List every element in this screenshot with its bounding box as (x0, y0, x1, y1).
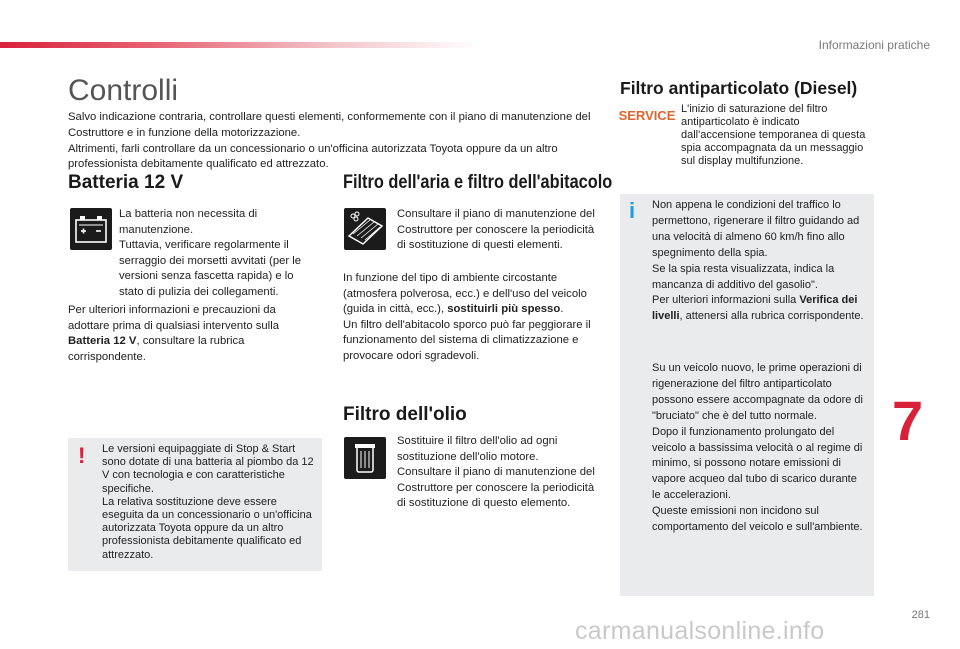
battery-more-text-end: , consultare la rubrica corrispondente. (68, 335, 245, 363)
page-number: 281 (911, 609, 930, 621)
info-paragraph: Dopo il funzionamento prolungato del veicolo a bassissima velocità o al regime di minimo, si possono notare emissioni di vapore acqueo dal tubo di scarico durante le accelerazioni. (652, 425, 863, 502)
intro-text (68, 110, 603, 173)
battery-text-1: La batteria non necessita di manutenzione. (119, 208, 258, 236)
air-filter-text: Consultare il piano di manutenzione del Costruttore per conoscere la periodicità di sostituzione di questi elementi. (397, 208, 595, 252)
intro-paragraph: Salvo indicazione contraria, controllare questi elementi, conformemente con il piano di manutenzione del Costruttore e in funzione della motorizzazione. (68, 111, 591, 139)
oil-filter-text (397, 434, 597, 512)
info-icon: i (629, 198, 636, 223)
battery-text (119, 207, 319, 301)
battery-more-info (68, 303, 313, 365)
info-text (652, 198, 866, 325)
battery-heading: Batteria 12 V (68, 172, 184, 193)
section-title: Informazioni pratiche (818, 38, 930, 52)
air-filter-more (343, 271, 593, 365)
air-filter-heading: Filtro dell'aria e filtro dell'abitacolo (343, 172, 613, 193)
air-filter-more-2: Un filtro dell'abitacolo sporco può far peggiorare il funzionamento del sistema di climatizzazione e provocare odori sgradevoli. (343, 318, 591, 362)
info-paragraph: Su un veicolo nuovo, le prime operazioni di rigenerazione del filtro antiparticolato possono essere accompagnate da odore di "bruciato" che è del tutto normale. (652, 362, 863, 422)
service-label: SERVICE (618, 108, 676, 123)
air-filter-icon (344, 208, 386, 250)
air-filter-emphasis: sostituirli più spesso (447, 303, 561, 316)
intro-paragraph: Altrimenti, farli controllare da un concessionario o un'officina autorizzata Toyota oppure da un altro professionista debitamente qualificato ed attrezzato. (68, 142, 558, 171)
battery-text-2: Tuttavia, verificare regolarmente il serraggio dei morsetti avvitati (per le versioni senza fascetta rapida) e lo stato di pulizia dei collegamenti. (119, 239, 302, 298)
chapter-number: 7 (892, 389, 924, 452)
info-ref-text-end: , attenersi alla rubrica corrispondente. (679, 310, 864, 323)
info-paragraph (652, 293, 866, 325)
oil-filter-heading: Filtro dell'olio (343, 404, 467, 425)
info-text-secondary (652, 361, 866, 536)
page-title: Controlli (68, 74, 179, 107)
air-filter-more-1 (343, 271, 593, 318)
info-paragraph: Se la spia resta visualizzata, indica la mancanza di additivo del gasolio". (652, 262, 835, 291)
warning-icon: ! (78, 443, 86, 468)
oil-filter-text-2: Consultare il piano di manutenzione del Costruttore per conoscere la periodicità di sostituzione di questo elemento. (397, 466, 595, 510)
warning-text-2: La relativa sostituzione deve essere eseguita da un concessionario o un'officina autorizzata Toyota oppure da un altro professionista debitamente qualificato ed attrezzato. (102, 495, 312, 561)
battery-more-text: Per ulteriori informazioni e precauzioni da adottare prima di qualsiasi intervento sulla (68, 304, 279, 332)
air-filter-more-text: In funzione del tipo di ambiente circostante (atmosfera polverosa, ecc.) e dell'uso del veicolo (guida in città, ecc.), (343, 272, 587, 316)
oil-filter-text-1: Sostituire il filtro dell'olio ad ogni sostituzione dell'olio motore. (397, 435, 558, 463)
info-paragraph: Queste emissioni non incidono sul comportamento del veicolo e sull'ambiente. (652, 505, 863, 534)
dpf-text: L'inizio di saturazione del filtro antiparticolato è indicato dall'accensione temporanea di questa spia accompagnata da un messaggio sul display multifunzione. (681, 103, 866, 167)
dpf-heading: Filtro antiparticolato (Diesel) (620, 78, 858, 98)
battery-icon (70, 208, 112, 250)
info-paragraph: Non appena le condizioni del traffico lo permettono, rigenerare il filtro guidando ad una velocità di almeno 60 km/h fino allo spegnimento della spia. (652, 199, 860, 259)
service-warning-icon (618, 105, 676, 125)
battery-link-ref: Batteria 12 V (68, 335, 137, 348)
oil-filter-icon (344, 437, 386, 479)
info-ref-text: Per ulteriori informazioni sulla (652, 294, 800, 307)
air-filter-more-end: . (560, 303, 564, 316)
watermark: carmanualsonline.info (575, 617, 825, 645)
info-ref-link: Verifica dei livelli (652, 294, 858, 323)
warning-text-1: Le versioni equipaggiate di Stop & Start sono dotate di una batteria al piombo da 12 V con tecnologia e con caratteristiche specifiche. (102, 443, 314, 495)
header-accent-bar (0, 42, 480, 48)
warning-text (102, 443, 314, 562)
